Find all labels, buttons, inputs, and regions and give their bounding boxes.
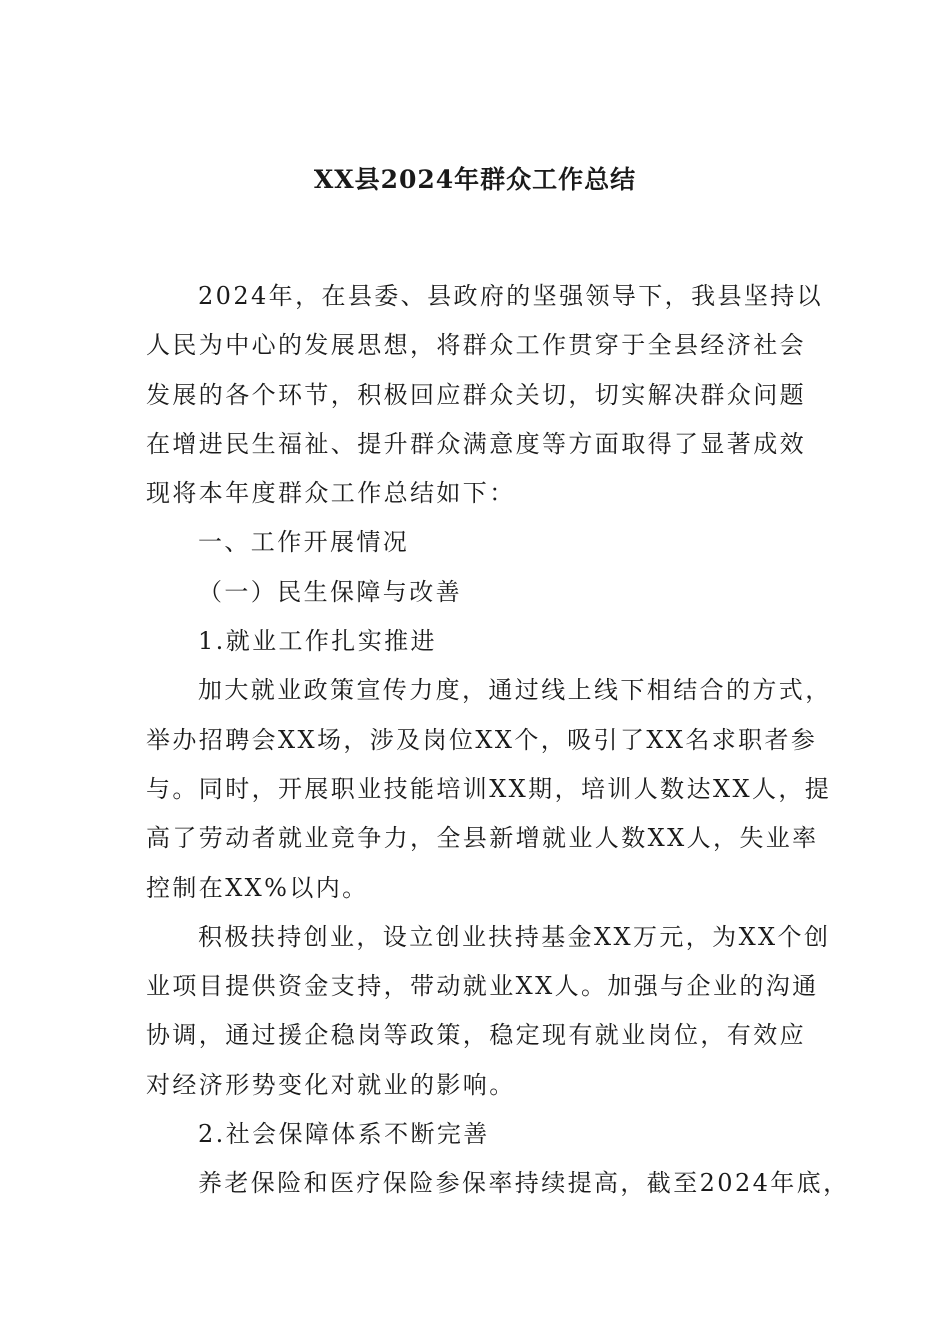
text-line: （一）民生保障与改善 (198, 577, 462, 606)
text-line: 在增进民生福祉、提升群众满意度等方面取得了显著成效 (146, 429, 806, 458)
text-line: 积极扶持创业，设立创业扶持基金XX万元，为XX个创 (198, 922, 831, 951)
text-line: 业项目提供资金支持，带动就业XX人。加强与企业的沟通 (146, 972, 819, 1001)
text-line: 养老保险和医疗保险参保率持续提高，截至2024年底， (198, 1169, 850, 1198)
text-line: 高了劳动者就业竞争力，全县新增就业人数XX人，失业率 (146, 824, 819, 853)
document-body (146, 272, 850, 1209)
document-title: XX县2024年群众工作总结 (313, 165, 637, 194)
text-line: 控制在XX%以内。 (146, 873, 369, 902)
text-line: 2024年，在县委、县政府的坚强领导下，我县坚持以 (198, 282, 824, 310)
text-line: 发展的各个环节，积极回应群众关切，切实解决群众问题 (146, 380, 806, 409)
text-line: 1.就业工作扎实推进 (198, 627, 437, 656)
text-line: 协调，通过援企稳岗等政策，稳定现有就业岗位，有效应 (146, 1021, 806, 1050)
text-line: 加大就业政策宣传力度，通过线上线下相结合的方式， (198, 676, 832, 705)
text-line: 举办招聘会XX场，涉及岗位XX个，吸引了XX名求职者参 (146, 725, 818, 754)
text-line: 人民为中心的发展思想，将群众工作贯穿于全县经济社会 (146, 331, 806, 360)
text-line: 2.社会保障体系不断完善 (198, 1120, 490, 1149)
text-line: 对经济形势变化对就业的影响。 (146, 1070, 516, 1099)
text-line: 一、工作开展情况 (198, 528, 410, 557)
text-line: 与。同时，开展职业技能培训XX期，培训人数达XX人，提 (146, 774, 832, 803)
text-line: 现将本年度群众工作总结如下： (146, 479, 516, 508)
